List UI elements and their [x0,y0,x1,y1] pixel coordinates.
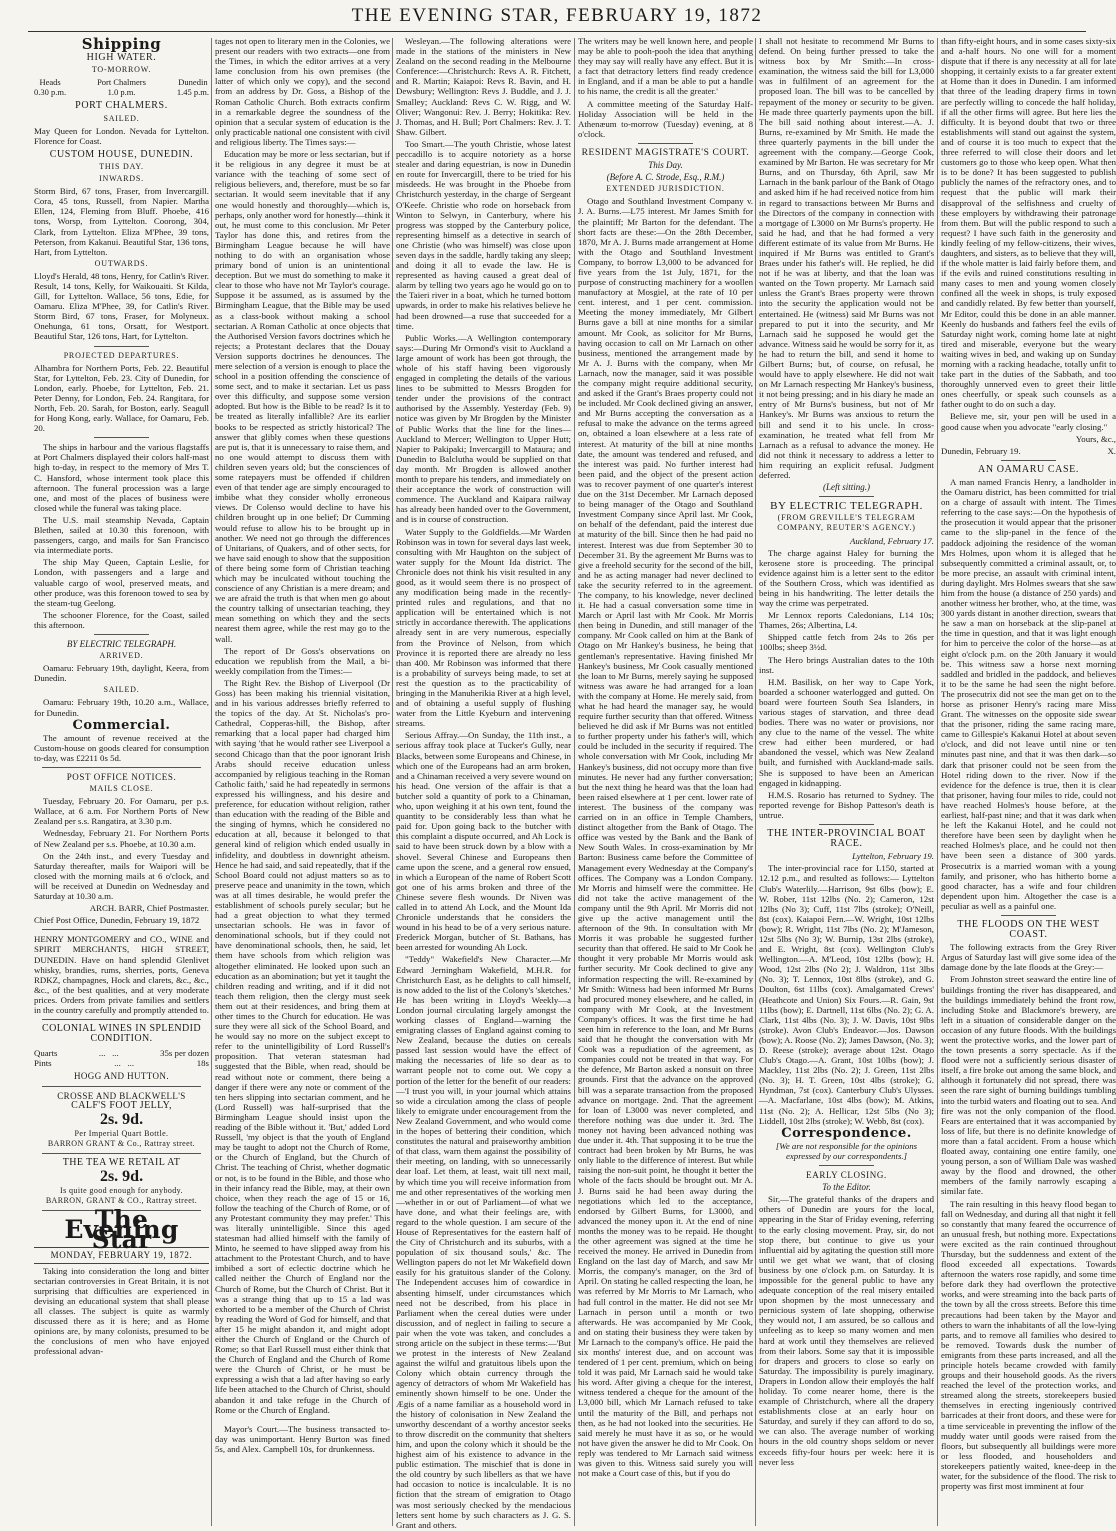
column-6 [941,36,1116,1526]
montgomery-advert [34,934,209,1015]
calfs-foot-heading: CALF'S FOOT JELLY, [71,1099,172,1111]
too-smart-paragraph: Too Smart.—The youth Christie, whose latest peccadillo is to acquire notoriety as a horse stealer and daring equestrian, is now in Dunedin en route for Invercargill, there to be tried for his misdeeds. He was brought in the Phoebe from Christchurch yesterday, in the charge of Sergeant O'Keefe. Christie who rode on horseback from Winton to Selwyn, in Canterbury, where his progress was stopped by the Canterbury police, representing himself as a detective in search of one Christie (who was himself) was close upon seven days in the saddle, hardly taking any sleep; and doing it all to evade the law. He is represented as having caused a great deal of alarm by telling two years ago he would go on to the Taieri river in a boat, which he turned bottom upwards, in order to make his relatives believe he had been drowned—a ruse that succeeded for a time. [396,138,571,331]
calfs-foot-advert [34,1091,209,1149]
column-rule [211,38,212,1526]
sailed2-label: SAILED. [103,685,140,695]
divider [94,634,149,635]
tea-price: 2s. 9d. [99,1168,144,1185]
telegraph-item-6: H.M.S. Rosario has returned to Sydney. The reported revenge for Bishop Patteson's death is untrue. [759,789,934,820]
telegraph-item-4: The Hero brings Australian dates to the 10th inst. [759,654,934,675]
early-closing-heading: EARLY CLOSING. [806,1170,887,1181]
oamaru-case-heading: AN OAMARU CASE. [978,463,1079,475]
letter-signoff [941,446,1116,456]
divider [1001,915,1056,916]
divider [819,496,874,497]
evening-star-logo: The Evening Star [64,1205,179,1255]
colonial-wines-heading: COLONIAL WINES IN SPLENDID CONDITION. [42,1023,201,1045]
post-office-text-1: Tuesday, February 20. For Oamaru, per p.s. Wallace, at 6 a.m. For Northern Ports of New Zealand per s.s. Rangatira, at 3.30 p.m. [34,796,209,827]
this-day-subheading: This Day. [648,160,683,171]
oamaru-case-text: A man named Francis Henry, a landholder in the Oamaru district, has been committed for trial on a charge of assault with intent. The Times referring to the case says:—On the hypothesis of the prosecution it would appear that the prisoner came to the slip-panel in the fence of the paddock adjoining the residence of the woman Mrs Holmes, upon whom it is alleged that he subsequently committed a criminal assault, or, to be more precise, an assault with criminal intent, during daylight. Mrs Holmes swears that she saw him from the house (a distance of 250 yards) and another witness her brother, who, at the time, was 300 yards distant in another direction, swears that he saw a man on horseback at the slip-panel at the time in question, and that it was light enough for him to perceive the color of the horse—as at eight o'clock p.m. on the 20th January it would be. This witness saw a horse next morning saddled and bridled in the paddock, and believes it to be the same he had seen the night before. The prosecutrix did not see the man get on to the horse as prisoner Henry's racing mare Miss Grant. The witnesses on the opposite side swear that the prisoner, riding the same racing mare, came to Gillespie's Kakanui Hotel at about seven o'clock, and did not leave until nine or ten minutes past nine, and that it was then dark—so dark that prisoner could not be seen from the Hotel riding down to the river. Now if the evidence for the defence is true, then it is clear that prisoner, having four miles to ride, could not have reached Holmes's house before, at the earliest, half-past nine; and that it was dark when he left the Kakanui Hotel, and he could not therefore have been seen by daylight when he reached Holmes's place, and he could not then have been seen a distance of 300 yards. Prosecutrix is a married woman with a young family, and prisoner, who has hitherto borne a good character, has a wife and four children dependent upon him. Altogether the case is a peculiar as well as a painful one. [941,476,1116,911]
floods-heading: THE FLOODS ON THE WEST COAST. [957,918,1100,941]
column-3 [396,36,571,1530]
divider [42,929,201,930]
serious-affray-paragraph: Serious Affray.—On Sunday, the 11th inst., a serious affray took place at Tucker's Gully, near Blacks, between some Europeans and Chinese, in which one of the Europeans had an arm broken, and a Chinaman received a very severe wound on his head. One version of the affair is that a butcher sold a quantity of pork to a Chinaman, who, upon weighing it at his own tent, found the quantity to be considerably less than what he paid for. Upon going back to the butcher with this complaint a dispute occurred, and Ah Lock is said to have been struck down by a blow with a shovel. Several Chinese and Europeans then came upon the scene, and a general row ensued, in which a European of the name of Robert Scott got one of his arms broken and three of the Chinese severe flesh wounds. Dr Niven was called in to attend Ah Lock, and the Mount Ida Chronicle understands that he considers the wound in his head to be of a very serious nature. Frederick Morgan, butcher of St. Bathans, has been arrested for wounding Ah Lock. [396,730,571,953]
tide-dunedin-label: Dunedin [178,77,208,88]
goss-intro: The report of Dr Goss's observations on education we republish from the Mail, a bi-weekly compilation from the Times:— [215,645,390,676]
court-report-continued: I shall not hesitate to recommend Mr Burns to defend. On being further pressed to take the witness box by Mr Smith:—In cross-examination, the witness said the bill for L3,000 was in fulfilment of an agreement for the proposed loan. The bill was to be cancelled by repayment of the money or security to be given. He made three quarterly payments upon the bill. The bill said nothing about interest.—A. J. Burns, re-examined by Mr Smith. He made the three quarterly payments in the bill under the agreement with the company.—George Cook, examined by Mr Barton. He was secretary for Mr Burns, and on Thursday, 6th April, saw Mr Larnach in the bank parlour of the Bank of Otago and asked him if he had received notice from him in regard to transactions between Mr Burns and the Directors of the company in connection with a mortgage of L3000 on Mr Burns's property. He said he had, and that he had formed a very different estimate of its value from Mr Burns. He inquired if Mr Burns was entitled to Grant's Braes under his father's will. He replied, he did not if he was at liberty, and that the loan was wanted on the Town property. Mr Larnach said unless the Grant's Braes property were thrown into the security the application would not be entertained. He (witness) said Mr Burns was not prepared to put it into the security, and Mr Larnach said he supposed he would get the advance. Witness said he would be sorry for it, as he had to return the bill, and send it home to Gilbert Burns; but, of course, on refusal, he would have to apply elsewhere. He did not wait on Mr Larnach respecting Mr Hankey's business, it not being pressing; and in his diary he made an entry of Mr Burns's business, but not of Mr Hankey's. Mr Burns was anxious to return the bill and send it to his uncle. In cross-examination, he treated what fell from Mr Larnach as a refusal to advance the money. He did not think it necessary to address a letter to him requiring an explicit refusal. Judgment deferred. [759,36,934,481]
high-water-heading: HIGH WATER. [86,52,157,64]
boat-race-heading: THE INTER-PROVINCIAL BOAT RACE. [767,828,926,850]
letter-place-date: Dunedin, February 19. [941,445,1021,456]
telegraph-item-3: Shipped cattle fetch from 24s to 26s per 100lbs; sheep 3½d. [759,632,934,653]
projected-text: Alhambra for Northern Ports, Feb. 22. Beautiful Star, for Lyttelton, Feb. 23. City of Dunedin, for London, early. Phoebe, for Lyttelton, Feb. 21. Peter Denny, for London, Feb. 24. Rangitara, for North, Feb. 20. Sarah, for Boston, early. Seagull for Hong Kong, early. Wallace, for Oamaru, Feb. 20. [34,362,209,434]
commercial-heading: Commercial. [72,717,171,733]
correspondence-heading: Correspondence. [781,1125,912,1141]
sailed2-text: Oamaru: February 19th, 10.20 a.m., Wallace, for Dunedin. [34,697,209,718]
divider [94,346,149,347]
this-day-label: THIS DAY. [99,161,144,171]
tide-pc-time: 1.0 p.m. [107,87,136,98]
shipping-heading: Shipping [81,35,162,53]
masthead-rule [28,31,1086,32]
saturday-holiday-paragraph: A committee meeting of the Saturday Half-Holiday Association will be held in the Athenæum to-morrow (Tuesday) evening, at 8 o'clock. [578,98,753,139]
divider [42,767,201,768]
early-closing-letter: Sir,—The grateful thanks of the drapers and others of Dunedin are yours for the local, appearing in the Star of Friday evening, referring to the early closing movement. Pray, sir, do not stop there, but continue to give us your influential aid by agitating the question still more until we get what we want, that of closing business by one o'clock p.m. on Saturday. It is impossible for the general public to have any adequate conception of the real misery entailed upon shopmen by the most unnecessary and pernicious system of late shopping, otherwise they would not, I am assured, be so callous and unfeeling as to keep so many women and men hard at work until they themselves are relieved from their labors. Some say that it is impossible for drapers and grocers to close so early on Saturday. The impossibility is purely imaginary. Drapers in London allow their employés the half holiday. To come nearer home, there is the example of Christchurch, where all the drapery establishments close at an early hour on Saturday, and surely if they can afford to do so, we can also. The average number of working hours in the old country shops seldom or never exceeds fifty-four hours per week: here it is never less [759,1194,934,1467]
public-works-paragraph: Public Works.—A Wellington contemporary says:—During Mr Ormond's visit to Auckland a large amount of work has been got through, the whole of his staff having been vigorously engaged in completing the details of the various lines to be submitted to Messrs Brogden for tender under the provisions of the contract authorised by the Assembly. Yesterday (Feb. 9) notice was given by Mr Brogden by the Minister of Public Works that the line for the lines—Auckland to Mercer; Wellington to Upper Hutt; Napier to Pakipaki; Invercargill to Mataura; and Dunedin to Balclutha would be supplied on that day month. Mr Brogden is allowed another month to prepare his tenders, and immediately on their acceptance the work of construction will commence. The Auckland and Kaipara railway has already been handed over to the Government, and is in course of construction. [396,332,571,525]
divider [275,1419,330,1420]
mails-close-label: MAILS CLOSE. [89,784,154,794]
divider [819,824,874,825]
tide-heads-time: 0.30 p.m. [34,87,67,98]
commercial-text: The amount of revenue received at the Custom-house on goods cleared for consumption to-day, was £2211 0s 5d. [34,732,209,763]
inwards-text: Storm Bird, 67 tons, Fraser, from Invercargill. Cora, 45 tons, Russell, from Napier. Martha Ellen, 124, Fleming from Bluff. Phoebe, 416 tons, Worsp, from Lyttelton. Coorong, 304, Clark, from Lyttelton. Eliza M'Phee, 39 tons, Peterson, from Kakanui. Beautiful Star, 136 tons, Hart, from Lyttelton. [34,186,209,257]
tide-heads-label: Heads [39,77,61,88]
harbour-paragraph: The ships in harbour and the various flagstaffs at Port Chalmers displayed their colors half-mast high to-day, in respect to the memory of Mrs T. C. Hansford, whose interment took place this afternoon. The funeral procession was a large one, and most of the places of business were closed while the funeral was taking place. [34,442,209,513]
rm-court-heading: RESIDENT MAGISTRATE'S COURT. [581,147,750,158]
floods-intro: The following extracts from the Grey River Argus of Saturday last will give some idea of the damage done by the late floods at the Grey:— [941,942,1116,973]
column-rule [574,38,575,1526]
crosse-blackwell-heading: CROSSE AND BLACKWELL'S [57,1090,186,1101]
divider [638,143,693,144]
times-extract: Education may be more or less sectarian, but if it be religious in any degree it must be at variance with the teaching of some sect of religious believers, and, therefore, must be so far sectarian. It would seem inevitable that if any one would honestly and thoroughly—which is, perhaps, only another word for honestly—think it out, he must come to this conclusion. Mr Peter Taylor has done this, and retires from the Birmingham League because he will have nothing to do with an organisation whose primary bond of union is an unintentional deception. But we must do something to make it clear to those who have not Mr Taylor's courage. Suppose it be assumed, as is assumed by the Birmingham League, that the Bible may be used as a class-book without making a school sectarian. A Roman Catholic at once objects that the Authorised Version favors doctrines which he rejects; a Protestant declares that the Douay Version supports doctrines he denounces. The mere selection of a version is enough to place the school in a position offending the conscience of some sect, and to make it sectarian. Let us pass over this difficulty, and suppose some version adopted. But how is the Bible to be read? Is it to be treated as literally infallible? Are its earlier books to be respected as strictly historical? The answer that glibly comes when these questions are put is, that it is unnecessary to raise them, and no one would attempt to discuss them with children seven years old; but the consciences of some ratepayers must be offended if children even of that tender age are simply encouraged to imbibe what they consider wholly erroneous views. Dr Colenso would decline to have his children brought up in one belief; Dr Cumming would refuse to allow his to be brought up in another. We need not go through the differences of Unitarians, of Quakers, and of other sects, for we have said enough to show that the supposition of there being some form of Christian teaching which may be inculcated without touching the conscience of any Christian is a mere dream; and we are afraid the truth is that when men go about the country talking of unsectarian teaching, they mean something on which they and the sects nearest them agree, while the rest may go to the wall. [215,149,390,644]
may-queen-paragraph: The ship May Queen, Captain Leslie, for London, with passengers and a large and valuable cargo of wool, preserved meats, and other produce, was this forenoon towed to sea by the steam-tug Geelong. [34,557,209,608]
telegraph-source: (FROM GREVILLE'S TELEGRAM COMPANY, REUTER'S AGENCY.) [777,513,916,533]
divider [42,1019,201,1020]
teddy-wakefield-paragraph: "Teddy" Wakefield's New Character.—Mr Edward Jerningham Wakefield, M.H.R. for Christchurch East, as he delights to call himself, is now added to the list of the Colony's 'sketches.' He has been writing in Lloyd's Weekly—a London journal circulating largely amongst the working classes of England—warning the emigrating classes of England against coming to New Zealand, because the duties on cereals passed last session would have the effect of making the necessaries of life so dear as to warrant people not to come out. We copy a portion of the letter for the benefit of our readers:—'I trust you will, in your journal which attains so wide a circulation among the class of people likely to emigrate under encouragement from the New Zealand Government, and who would come in the hopes of bettering their condition, which constitutes the natural and praiseworthy ambition of that class, warn them against the possibility of their meeting, on landing, with so unnecessarily dear loaf. Let them, at least, wait till next mail, by which time you will receive information from me and other representatives of the working men—whether in or out of Parliament—of what we have done, and what their feelings are, with regard to the whole question. I am secure of the House of Representatives for the eastern half of the City of Christchurch and its suburbs, with a population of six thousand souls,' &c. The Wellington papers do not let Mr Wakefield down easily for his gratuitous slander of the Colony. The Independent accuses him of cowardice in absenting himself, under circumstances which need not be described, from his place in Parliament when the cereal duties were under discussion, and of neglect in failing to secure a pair when the vote was taken, and concludes a strong article on the subject in these terms:—'But we protest in the interests of New Zealand against the wilful and gratuitous libels upon the Colony which obtain currency through the agency of detractors of whom Mr Wakefield has eminently shown himself to be one. Under the Ægis of a name familiar as a household word in the history of colonisation in New Zealand the unworthy descendant of a worthy ancestor seeks to throw discredit on the community that shelters him, and upon the colony which it should be the highest aim of his existence to advance in the public estimation. The mischief that is done in the old country by such libellers as that we have had occasion to notice is incalculable. It is no fiction that the stream of emigration to Otago was most seriously checked by the mendacious letters sent home by such characters as J. G. S. Grant and others. [396,954,571,1530]
column-rule [937,38,938,1526]
water-supply-paragraph: Water Supply to the Goldfields.—Mr Warden Robinson was in town for several days last week, consulting with Mr Haughton on the subject of water supply for the Mount Ida district. The Chronicle does not think his visit resulted in any good, as it would seem there is no prospect of any modification being made in the recently-printed rules and regulations, and that no application will be entertained which is not strictly in accordance therewith. The applications already sent in are very numerous, especially from the Province of Nelson, from which Province it is reported there are already no less than 400. Mr Robinson was informed that there is a probability of surveys being made, to set at rest the question as to the practicability of bringing in the Manuherikia River at a high level, and of obtaining a useful supply of flushing water from the Little Kyeburn and intervening streams. [396,526,571,729]
letter-continued: than fifty-eight hours, and in some cases sixty-six and a-half hours. No one will for a moment dispute that if there is any necessity at all for late shopping, it certainly exists to a far greater extent at Home than it does in Dunedin. I am informed that three of the leading drapery firms in town are perfectly willing to concede the half holiday, if all the other firms will agree. But here lies the difficulty. It is beyond doubt that two or three establishments will stand out against the system, and of course it is too much to expect that the three referred to will close their doors and let customers go to those who keep open. What then is to be done? It has been suggested to publish publicly the names of the refractory ones, and to request that the public will mark their disapproval of the selfishness and cruelty of these employers by withdrawing their patronage from them. But will the public respond to such a request? I have such faith in the generosity and kindly feeling of my fellow-citizens, their wives, daughters, and sisters, as to believe that they will, if the whole matter is laid fairly before them, and if the evils and ruined constitutions resulting in many cases to men and young women closely confined all the week in shops, is truly exposed and candidly related. By few better than yourself, Mr Editor, could this be done in an able manner. Keenly do husbands and fathers feel the evils of Saturday night work, coming home late at night tired and miserable, everyone but the weary waiting wives in bed, and waking up on Sunday morning with a racking headache, totally unfit to take part in the duties of the Sabbath, and too thoroughly unnerved even to greet their little ones cheerfully, or speak such counsels as a father ought to do on such a day. [941,36,1116,410]
tide-dunedin-time: 1.45 p.m. [176,87,209,98]
writers-continued: The writers may be well known here, and people may be able to pooh-pooh the idea that anything they may say will really have any effect. But it is a fact that detractory letters find ready credence in England, and if a man be able to put a handle to his name, the credit is all the greater.' [578,36,753,97]
nevada-paragraph: The U.S. mail steamship Nevada, Captain Blethen, sailed at 10.30 this forenoon, with passengers, cargo, and mails for San Francisco via intermediate ports. [34,514,209,556]
outwards-text: Lloyd's Herald, 48 tons, Henry, for Catlin's River. Result, 14 tons, Kelly, for Waikouaiti. St Kilda, Gill, for Lyttelton. Wallace, 56 tons, Edie, for Oamaru. Eliza M'Phee, 39, for Catlin's River. Storm Bird, 67 tons, Fraser, for Molyneux. Onehunga, 61 tons, Orsatt, for Westport. Beautiful Star, 126 tons, Hart, for Lyttelton. [34,270,209,342]
telegraph-heading: BY ELECTRIC TELEGRAPH. [66,638,177,649]
left-sitting: (Left sitting.) [823,482,870,493]
floods-paragraph-2: The rain resulting in this heavy flood began to fall on Wednesday, and during all that night it fell so constantly that many feared the occurrence of an unusual fresh, but nothing more. Expectations were excited as the rain continued throughout Thursday, but the suddenness and extent of the flood exceeded all expectations. Towards afternoon the waters rose rapidly, and some time before dark they had overflown the protective works, and were streaming into the back parts of the town by all the cross streets. Before this time precautions had been taken by the Mayor and others to warn the inhabitants of all the low-lying parts, and to remove all families who desired to be removed. Towards dusk the number of emigrants from these parts increased, and all the principle hotels became crowded with family groups and their household goods. As the rivers reached the level of the protection works, and streamed along the streets, storekeepers busied themselves in erecting ingeniously contrived barricades at their front doors, and these were for a time serviceable in preventing the inflow of the muddy water until goods were raised from the floors, but subsequently all buildings were more or less flooded, and householders and storekeepers patiently waited, knee-deep in the water, for the subsidence of the flood. The risk to property was first most imminent at four [941,1198,1116,1492]
pints-price: 18s [196,1058,209,1069]
colonial-wines-advert [34,1024,209,1081]
quarts-price-row: Quarts ... ... 35s per dozen [34,1048,209,1059]
court-report: Otago and Southland Investment Company v. J. A. Burns.—L75 interest. Mr James Smith for the plaintiff; Mr Barton for the defendant. The short facts are these:—On the 28th December, 1870, Mr A. J. Burns made arrangement at Home with the Otago and Southland Investment Company, to borrow L3,000 to be advanced for five years from the 1st July, 1871, for the purpose of constructing machinery for a woollen manufactory at Mosgiel, at the rate of 10 per cent. interest, and 1 per cent. commission. Meeting the money immediately, Mr Gilbert Burns gave a bill at nine months for a similar amount. Mr Cook, as solicitor for Mr Burns, having occasion to call on Mr Larnach on other business, mentioned the arrangement made by Mr A. J. Burns with the company, when Mr Larnach, now the manager, said it was possible the company might require additional security, and asked if the Grant's Braes property could not be included. Mr Cook declined giving an answer, and Mr Burns accepting the conversation as a refusal to make the advance on the terms agreed on, obtained a loan elsewhere at a less rate of interest. At maturity of the bill at nine months date, the amount was tendered and refused, and the interest was paid. No further interest had been paid, and the object of the present action was to recover payment of one quarter's interest due on the 31st December. Mr Larnach deposed to being manager of the Otago and Southland Investment Company since April last. Mr Cook, on behalf of the defendant, paid the interest due at maturity of the bill. Since then he had paid no interest. Interest was due from September 30 to December 31. By the agreement Mr Burns was to give a freehold security for the second of the bill, and he as acting manager had never declined to take the security referred to in the agreement. The company, to his knowledge, never declined it. He had a casual conversation some time in March or April last with Mr Cook. Mr Morris then being in Dunedin, and still manager of the company. Mr Cook called on him at the Bank of Otago on Mr Hankey's business, he being that gentleman's representative. Having finished Mr Hankey's business, Mr Cook casually mentioned the loan to Mr Burns, merely saying he supposed witness was aware he had arranged for a loan with the company at Home. He merely said, from what he had heard the manager say, he would require further security than that offered. Witness believed he did ask if Mr Burns was not entitled to further property under his father's will, which could be included in the security if required. The whole conversation with Mr Cook, including Mr Hankey's business, did not occupy more than five minutes. He never had any further conversation; but the next thing he heard was that the loan had been raised elsewhere at 1 per cent. lower rate of interest. The business of the company was carried on in an office in Temple Chambers, distinct altogether from the Bank of Otago. The office was vested by the Bank and the Bank of New South Wales. In cross-examination by Mr Barton: Business came before the Committee of Management every Wednesday at the Company's offices. The Company was a London Company. Mr Morris and himself were the committee. He did not take the active management of the company until the 9th April. Mr Morris did not give up the active management until the afternoon of the 9th. In consultation with Mr Morris it was probable he suggested further security than that offered. He said to Mr Cook he thought it very probable Mr Morris would ask further security. Mr Cook declined to give any information respecting the will. Re-examined by Mr Smith: Witness had been informed Mr Burns had procured money elsewhere, and he called, in company with Mr Cook, at the Investment Company's offices. It was the first time he had seen him in reference to the loan, and Mr Burns said that he thought the conversation with Mr Cook was a repudiation of the agreement, as companies could not be treated in that way. For the defence, Mr Barton asked a nonsuit on three grounds. First that the advance on the approved bill was a separate transaction from the proposed advance on mortgage. 2nd. That the agreement for loan of L3000 was never completed, and therefore nothing was due under it. 3rd. The money not having been advanced nothing was due under it. 4th. That supposing it to be true the contract had been broken by Mr Burns, he was only liable to the difference of interest. But while raising the non-suit point, he thought it better the whole of the facts should be brought out. Mr A. J. Burns said he had been away during the negotiations which led to the acceptance, endorsed by Gilbert Burns, for L3000, and advanced the money upon it. At the end of nine months the money was to be repaid. He thought the other agreement was signed at the time he received the money. He arrived in Dunedin from England on the last day of March, and saw Mr Morris, the company's manager, on the 3rd of April. On stating he called respecting the loan, he was referred by Mr Morris to Mr Larnach, who had full control in the matter. He did not see Mr Larnach in person until a month or two afterwards. He was accompanied by Mr Cook, and on stating their business they were taken by Mr Larnach to the company's office. He paid the six months' interest due, and on account was tendered of 1 per cent. premium, which on being told it was paid, Mr Larnach said he would take his word. After giving a cheque for the interest, witness tendered a cheque for the amount of the L3,000 bill, which Mr Larnach refused to take until the maturity of the Bill, and perhaps not then, as he had not looked into the securities. He said merely he must have it as so, or he would not have given the answer he did to Mr Cook. On reply was tendered to Mr Larnach said witness was given to this. Witness said surely you will not make a Court case of this, but if you do [578,196,753,1479]
correspondence-disclaimer: [We are not responsible for the opinions expressed by our correspondents.] [775,1140,918,1161]
letter-closing: Believe me, sir, your pen will be used in a good cause when you advocate "early closing." [941,411,1116,432]
quarts-label: Quarts [34,1048,58,1059]
post-office-dateline: Chief Post Office, Dunedin, February 19, 1872 [34,915,200,926]
extended-jurisdiction: EXTENDED JURISDICTION. [606,184,725,194]
before-magistrate: (Before A. C. Strode, Esq., R.M.) [606,172,725,183]
quarts-price: 35s per dozen [160,1048,209,1059]
lyttelton-dateline: Lyttelton, February 19. [852,851,934,862]
pints-label: Pints [34,1058,52,1069]
auckland-dateline: Auckland, February 17. [849,535,934,546]
telegraph-item-2: Mr Lennox reports Caledonians, L14 10s; Thames, 26s; Albertina, L4. [759,610,934,631]
projected-label: PROJECTED DEPARTURES. [63,350,180,360]
outwards-label: OUTWARDS. [94,258,149,268]
column-2 [215,36,390,1526]
goss-extract: The Right Rev. the Bishop of Liverpool (Dr Goss) has been making his triennial visitation, and in his various addresses briefly referred to the topics of the day. At St. Nicholas's pro-Cathedral, Copperas-hill, the Bishop, after remarking that a local paper had charged him with saying 'that he would rather see Liverpool a second Chicago than that the poor ignorant Irish Arabs should receive education unless accompanied by religious teaching in the Roman Catholic faith,' said he had repeatedly in sermons expressed his willingness, and his desire and preference, for education without religion, rather than education with the reading of the Bible and the singing of hymns, which he considered no education at all, because it belonged to that general kind of religion which ended usually in infidelity, and doubtless in downright atheism. Hence he had said, and said repeatedly, that if the School Board could not adjust matters so as to preserve peace and unanimity in the town, which was at all times desirable, he would prefer the establishment of schools purely secular; but he had a great objection to what they termed unsectarian schools. He was in favor of denominational schools, but if they could not have denominational schools, then, he said, let them have schools from which religion was altogether eliminated. He looked upon such an education as an abomination; but yet it taught the children reading and writing, and if it did not teach them religion, then the clergy must seek them out at their residences, and bring them at other times to the Church for education. He was sure they were all sick of the School Board, and he would say no more on the subject except to refer to the unintelligibility of Lord Russell's proposition. That veteran statesman had suggested that the Bible, when read, should be read without note or comment, there being a danger if there were any note or comment of the ten hers slipping into sectarian comment, and he (Lord Russell) was half-surprised that the Birmingham League should insist upon the reading of the Bible without it. 'But,' added Lord Russell, 'my object is that the youth of England may be taught to adopt not the Church of Rome, or the Church of England, but the Church of Christ. The teaching of Christ, whether dogmatic or not, is to be found in the Bible, and those who in their infancy read the Bible, may, at their own choice, when they reach the age of 15 or 16, follow the teaching of the Church of Rome, or of any Protestant community they may prefer.' This was literally unintelligible. Since this aged statesman had allied himself with the family of Minto, he seemed to have slipped away from his attachment to the Protestant Church, and to have imbibed a sort of eclectic doctrine which he called neither the Church of England nor the Church of Rome, but the Church of Christ. But it was a strange thing that up to 15 a lad was exhorted to be a member of the Church of Christ by reading the Word of God for himself, and that after 15 he might abandon it, and might adopt either the Church of England or the Church of Rome; so that Earl Russell must either think that the Church of England and the Church of Rome were the Church of Christ, or he must be expressing a wish that a lad after having so early life been attached to the Church of Christ, should abandon it and take refuge in the Church of Rome or the Church of England. [215,677,390,1415]
inwards-label: INWARDS. [99,174,144,184]
electric-telegraph-heading: BY ELECTRIC TELEGRAPH. [770,500,923,513]
column-4 [578,36,753,1526]
sailed-label: SAILED. [103,113,140,123]
to-morrow-label: TO-MORROW. [91,65,152,75]
sailed-text: May Queen for London. Nevada for Lyttelton. Florence for Coast. [34,125,209,146]
jelly-per-bottle: Per Imperial Quart Bottle. [74,1128,169,1138]
to-editor-label: To the Editor. [822,1182,871,1193]
divider [1001,460,1056,461]
issue-dateline: MONDAY, FEBRUARY 19, 1872. [34,1247,209,1263]
postmaster-signature: ARCH. BARR, Chief Postmaster. [89,903,209,914]
tide-pc-label: Port Chalmers [97,77,146,88]
post-office-text-3: On the 24th inst., and every Tuesday and Saturday thereafter, mails for Waipori will be closed with the morning mails at 6 o'clock, and will be received at Dunedin on Wednesday and Saturday at 10.30 a.m. [34,850,209,902]
masthead [0,0,1114,30]
letter-yours: Yours, &c., [1075,433,1116,444]
tea-note: Is quite good enough for anybody. [60,1186,183,1195]
tea-advert [34,1158,209,1206]
column-rule [755,38,756,1526]
florence-paragraph: The schooner Florence, for the Coast, sailed this afternoon. [34,609,209,630]
barron-grant-signature-2: BARRON, GRANT & CO., Rattray street. [45,1196,198,1206]
tide-table [34,77,209,97]
post-office-text-2: Wednesday, February 21. For Northern Ports of New Zealand per s.s. Phoebe, at 10.30 a.m. [34,828,209,849]
column-1 [34,36,209,1526]
floods-paragraph-1: From Johnston street seaward the entire line of buildings fronting the river has disappeared, and the buildings immediately behind the front row, including Stoke and Blackmore's brewery, are left in a situation of considerable danger on the occasion of any future floods. With the buildings went the protective works, and the lower part of the town presents a sorry spectacle. As if the flood were not a sufficiently serious disaster of itself, a fire broke out among the same block, and although it fortunately did not spread, there was seen the rare sight of burning buildings tumbling into the turbid waters and floating out to sea. And fire was not the only companion of the flood. Fears are entertained that it was accompanied by loss of life, but there is no definite knowledge of more than a fatal accident. From a house which floated away, containing one entire family, one young person, a son of William Dale was washed away by the flood and drowned, the other members of the family narrowly escaping a similar fate. [941,974,1116,1197]
custom-house-heading: CUSTOM HOUSE, DUNEDIN. [49,148,194,160]
masthead-title: THE EVENING STAR, FEBRUARY 19, 1872 [351,5,763,26]
divider [42,1153,201,1154]
tea-heading: THE TEA WE RETAIL AT [62,1156,181,1168]
editorial-continued: tages not open to literary men in the Colonies, we present our readers with two extracts—one from the Times, in which the editor arrives at a very lame conclusion from his own premises (the latter of which only we copy), and the second from an address by Dr. Goss, a Bishop of the Roman Catholic Church. Both extracts confirm in a remarkable degree the soundness of the opinion that a secular system of education is the only practicable national one consistent with civil and religious liberty. The Times says:— [215,36,390,147]
arrived-label: ARRIVED. [99,651,144,661]
port-chalmers-heading: PORT CHALMERS. [75,100,168,112]
lead-editorial: Taking into consideration the long and bitter sectarian controversies in Great Britain, it is not surprising that difficulties are experienced in devising an educational system that shall please all classes. The subject is quite as warmly discussed there as it is here; and as Home opinions are, by many colonists, presumed to be the conclusions of men who have enjoyed professional advan- [34,1265,209,1357]
divider [94,437,149,438]
hogg-hutton-signature: HOGG AND HUTTON. [74,1071,169,1082]
boat-race-report: The inter-provincial race for L150, started at 12.12 p.m., and resulted as follows:— Lyttelton Club's Waterlily.—Harrison, 9st 6lbs (bow); E. W. Rober, 11st 12lbs (No. 2); Cameron, 12st 12lbs (No 3); Cuff, 11st 7lbs (stroke); O'Neill, 8st (cox). Kaiapoi Fern.—W. Wright, 10st 12lbs (bow); R. Wright, 11st 7lbs (No. 2); M'Jameson, 12st 5lbs (No 3); W. Burnip, 13st 2lbs (stroke), and E. Wright, 8st (cox). Wellington Club's Wellington.—A. M'Leod, 10st 12lbs (bow); H. Wood, 12st 2lbs (No 2); J. Waldron, 11st 3lbs (No. 3); T. Lennox, 10st 8lbs (stroke), and G. Doulton, 6st 11lbs (cox). Amalgamated Crews' (Heathcote and Union) Six Fours.—R. Gain, 9st 11lbs (bow); E. Dartnell, 11st 6lbs (No. 2); G. A. Clark, 11st 4lbs (No. 3); J. W. Davis, 10st 9lbs (stroke). Avon Club's Endeavor.—Jos. Dawson (bow); A. Roose (No. 2); James Dawson, (No. 3); D. Reese (stroke); average about 12st. Otago Club's Otago.—A. Grant, 10st 10lbs (bow); J. Mackley, 11st 2lbs (No. 2); J. Green, 11st 2lbs (No. 3); H. T. Green, 10st 4lbs (stroke); G. Hyndman, 7st (cox). Canterbury Club's Ulysses.—A. Macfarlane, 10st 4lbs (bow); M. Atkins, 11st (No. 2); A. Hellicar, 12st 5lbs (No 3); Liddell, 10st 2lbs (stroke); W. Webb, 8st (cox). [759,863,934,1126]
wesleyan-paragraph: Wesleyan.—The following alterations were made in the stations of the ministers in New Zealand on the second reading in the Melbourne Conference:—Christchurch: Revs A. R. Fitchett, and R. Martin; Kaiapoi: Revs R. Bavin, and H. Dewsbury; Wellington: Revs J. Buddle, and J. J. Smalley; Auckland: Revs C. W. Rigg, and W. Oliver; Wangonui: Rev. J. Berry; Hokitika: Rev. J. Thomas, and H. Bull; Port Chalmers: Rev. J. T. Shaw. Gilbert. [396,36,571,137]
pints-price-row: Pints ... ... 18s [34,1058,209,1069]
telegraph-item-1: The charge against Haley for burning the kerosene store is proceeding. The principal evidence against him is a letter sent to the editor of the Southern Cross, which was identified as being in his handwriting. The letter details the way the crime was perpetrated. [759,547,934,609]
arrived-text: Oamaru: February 19th, daylight, Keera, from Dunedin. [34,663,209,684]
montgomery-advert-text: HENRY MONTGOMERY and CO., WINE and SPIRIT MERCHANTS, HIGH STREET, DUNEDIN. Have on hand splendid Glenlivet whisky, brandies, rums, sherries, ports, Geneva RDKZ, champagnes, Hock and clarets, &c., &c., &c., of the best qualities, and at very moderate prices. Orders from private families and settlers in the country carefully and promptly attended to. [34,934,209,1015]
post-office-heading: POST OFFICE NOTICES. [66,772,177,782]
letter-signature: X. [1107,445,1116,456]
barron-grant-signature-1: BARRON GRANT & Co., Rattray street. [47,1138,196,1148]
column-5 [759,36,934,1526]
divider [819,1165,874,1166]
telegraph-item-5: H.M. Basilisk, on her way to Cape York, boarded a schooner waterlogged and gutted. On board were fourteen South Sea Islanders, in various stages of starvation, and three dead bodies. There was no water or provisions, nor any clue to the name of the vessel. The white crew had either been murdered, or had abandoned the vessel, which was New Zealand built, and furnished with Auckland-made sails. She is supposed to have been an American engaged in kidnapping. [759,676,934,788]
divider [42,1086,201,1087]
jelly-price: 2s. 9d. [99,1110,144,1128]
mayors-court-paragraph: Mayor's Court.—The business transacted to-day was unimportant. Henry Burton was fined 5s, and Alex. Campbell 10s, for drunkenness. [215,1423,390,1454]
column-rule [392,38,393,1526]
